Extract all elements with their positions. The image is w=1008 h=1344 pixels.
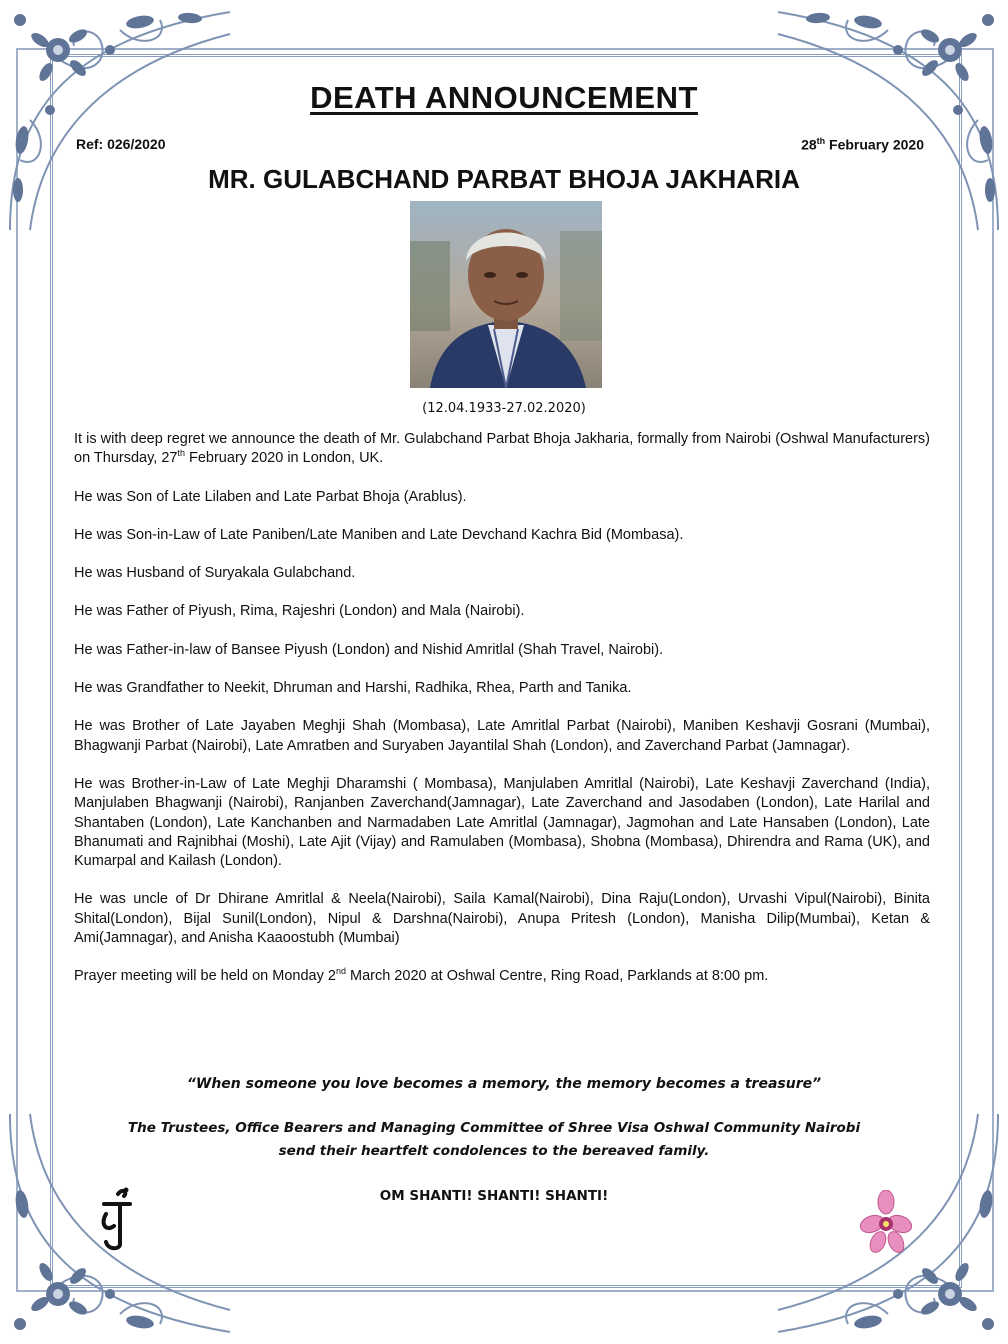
- corner-ornament-icon: [768, 0, 1008, 240]
- condolence-message: [0, 1117, 988, 1163]
- page-title: DEATH ANNOUNCEMENT: [310, 80, 698, 115]
- condolence-line: send their heartfelt condolences to the bereaved family.: [278, 1143, 710, 1159]
- deceased-name: MR. GULABCHAND PARBAT BHOJA JAKHARIA: [208, 164, 800, 194]
- orchid-flower-icon: [858, 1190, 914, 1256]
- announcement-date: 28th February 2020: [801, 136, 924, 153]
- paragraph-grandchildren: He was Grandfather to Neekit, Dhruman and Harshi, Radhika, Rhea, Parth and Tanika.: [74, 680, 632, 697]
- jain-symbol-icon: [96, 1184, 136, 1254]
- paragraph-prayer-meeting: Prayer meeting will be held on Monday 2nd March 2020 at Oshwal Centre, Ring Road, Parklands at 8:00 pm.: [74, 966, 769, 985]
- life-dates: (12.04.1933-27.02.2020): [422, 401, 586, 416]
- condolence-line: The Trustees, Office Bearers and Managing Committee of Shree Visa Oshwal Community Nairobi: [127, 1120, 861, 1136]
- paragraph-nephews-nieces: He was uncle of Dr Dhirane Amritlal & Neela(Nairobi), Saila Kamal(Nairobi), Dina Raju(London), Urvashi Vipul(Nairobi), Binita Shital(London), Bijal Sunil(London), Nipul & Darshna(Nairobi), Anupa Pritesh (London), Manisha Dilip(Mumbai), Ketan & Ami(Jamnagar), and Anisha Kaaoostubh (Mumbai): [74, 891, 930, 947]
- paragraph-siblings-in-law: He was Brother-in-Law of Late Meghji Dharamshi ( Mombasa), Manjulaben Amritlal (Nairobi), Late Keshavji Zaverchand (India), Manjulaben Bhagwanji (Nairobi), Ranjanben Zaverchand(Jamnagar), Late Zaverchand and Jasodaben (London), Late Harilal and Shantaben (London), Late Kanchanben and Narmadaben Late Amritlal (Jamnagar), Jagmohan and Late Hansaben (London), Late Bhanumati and Rajnibhai (Moshi), Late Ajit (Vijay) and Ramulaben (Mombasa), Shobna (Mombasa), Dhirendra and Rama (UK), and Kumarpal and Kailash (London).: [74, 775, 930, 870]
- corner-ornament-icon: [0, 0, 240, 240]
- announcement-body: [74, 430, 930, 1006]
- paragraph-spouse: He was Husband of Suryakala Gulabchand.: [74, 565, 356, 582]
- paragraph-children-in-law: He was Father-in-law of Bansee Piyush (London) and Nishid Amritlal (Shah Travel, Nairobi).: [74, 641, 664, 658]
- paragraph-announcement: It is with deep regret we announce the death of Mr. Gulabchand Parbat Bhoja Jakharia, formally from Nairobi (Oshwal Manufacturers) on Thursday, 27th February 2020 in London, UK.: [74, 431, 930, 467]
- paragraph-children: He was Father of Piyush, Rima, Rajeshri (London) and Mala (Nairobi).: [74, 603, 525, 620]
- reference-number: Ref: 026/2020: [76, 136, 166, 152]
- paragraph-parents: He was Son of Late Lilaben and Late Parbat Bhoja (Arablus).: [74, 488, 467, 505]
- paragraph-siblings: He was Brother of Late Jayaben Meghji Shah (Mombasa), Late Amritlal Parbat (Nairobi), Maniben Keshavji Gosrani (Mumbai), Bhagwanji Parbat (Nairobi), Late Amratben and Suryaben Jayantilal Shah (London), and Zaverchand Parbat (Jamnagar).: [74, 718, 930, 754]
- paragraph-in-laws: He was Son-in-Law of Late Paniben/Late Maniben and Late Devchand Kachra Bid (Mombasa).: [74, 526, 684, 543]
- deceased-portrait: [410, 201, 602, 388]
- memorial-quote: “When someone you love becomes a memory, the memory becomes a treasure”: [186, 1076, 822, 1092]
- om-shanti: OM SHANTI! SHANTI! SHANTI!: [379, 1188, 609, 1204]
